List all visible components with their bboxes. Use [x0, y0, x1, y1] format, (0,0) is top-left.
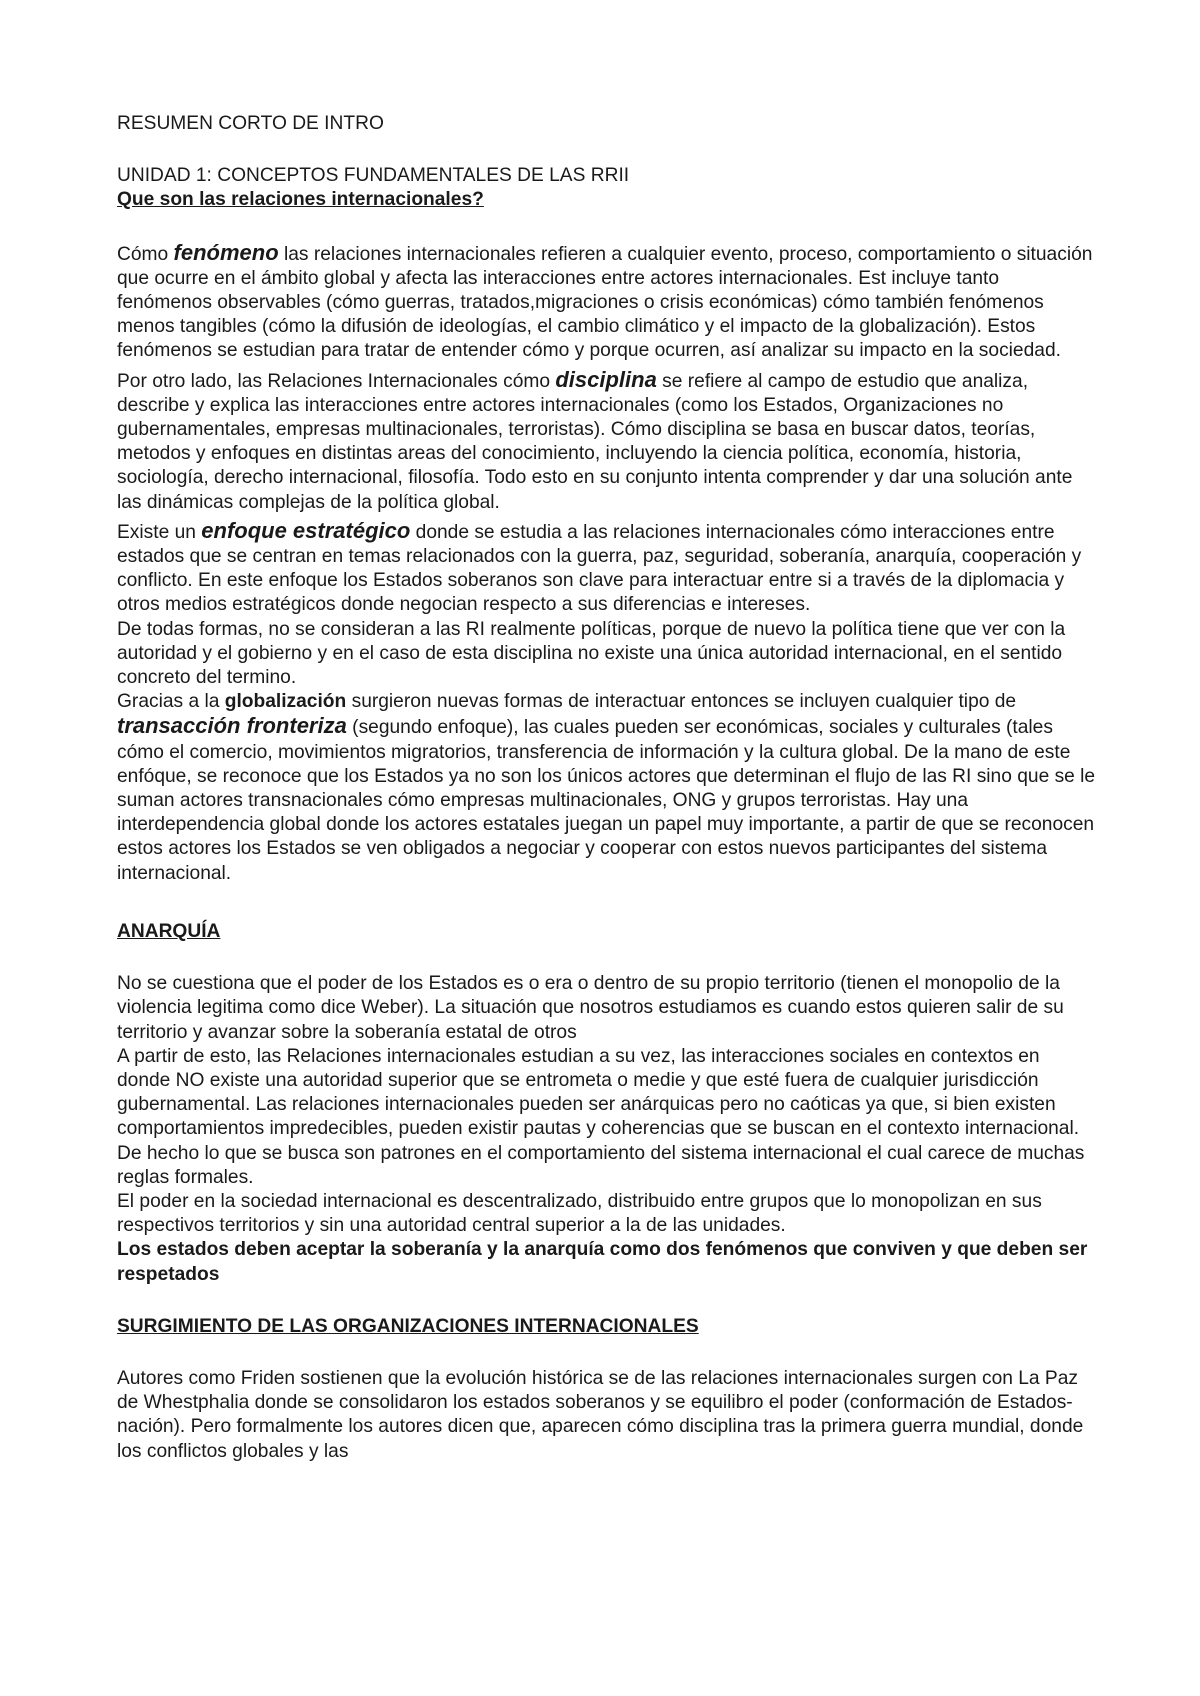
question-heading: Que son las relaciones internacionales? [117, 189, 484, 211]
document-page [117, 112, 1097, 1464]
emphasis-fenomeno: fenómeno [173, 239, 279, 265]
emphasis-transaccion-fronteriza: transacción fronteriza [117, 713, 347, 739]
paragraph-enfoque-estrategico: Existe un enfoque estratégico donde se estudia a las relaciones internacionales cómo interacciones entre estados que se centran en temas relacionados con la guerra, paz, seguridad, soberanía, anarquía, cooperación y conflicto. En este enfoque los Estados soberanos son clave para interactuar entre si a través de la diplomacia y otros medios estratégicos donde negocian respecto a sus diferencias e intereses. [117, 517, 1082, 616]
paragraph-interacciones-sociales: A partir de esto, las Relaciones internacionales estudian a su vez, las interacciones sociales en contextos en donde NO existe una autoridad superior que se entrometa o medie y que esté fuera de cualquier jurisdicción gubernamental. Las relaciones internacionales pueden ser anárquicas pero no caóticas ya que, si bien existen comportamientos impredecibles, pueden existir pautas y coherencias que se buscan en el contexto internacional. De hecho lo que se busca son patrones en el comportamiento del sistema internacional el cual carece de muchas reglas formales. [117, 1045, 1085, 1188]
paragraph-poder-descentralizado: El poder en la sociedad internacional es descentralizado, distribuido entre grupos que lo monopolizan en sus respectivos territorios y sin una autoridad central superior a la de las unidades. [117, 1190, 1042, 1237]
paragraph-friden: Autores como Friden sostienen que la evolución histórica se de las relaciones internacionales surgen con La Paz de Whestphalia donde se consolidaron los estados soberanos y se equilibro el poder (conformación de Estados- nación). Pero formalmente los autores dicen que, aparecen cómo disciplina tras la primera guerra mundial, donde los conflictos globales y las [117, 1367, 1084, 1462]
paragraph-globalizacion: Gracias a la globalización surgieron nuevas formas de interactuar entonces se incluyen cualquier tipo de transacción fronteriza (segundo enfoque), las cuales pueden ser económicas, sociales y culturales (tales cómo el comercio, movimientos migratorios, transferencia de información y la cultura global. De la mano de este enfóque, se reconoce que los Estados ya no son los únicos actores que determinan el flujo de las RI sino que se le suman actores transnacionales cómo empresas multinacionales, ONG y grupos terroristas. Hay una interdependencia global donde los actores estatales juegan un papel muy importante, a partir de que se reconocen estos actores los Estados se ven obligados a negociar y cooperar con estos nuevos participantes del sistema internacional. [117, 691, 1096, 884]
paragraph-conclusion-bold: Los estados deben aceptar la soberanía y la anarquía como dos fenómenos que conviven y que deben ser respetados [117, 1239, 1088, 1285]
document-title: RESUMEN CORTO DE INTRO [117, 113, 384, 134]
emphasis-disciplina: disciplina [555, 366, 657, 392]
emphasis-enfoque-estrategico: enfoque estratégico [201, 517, 411, 543]
section-heading-anarquia: ANARQUÍA [117, 920, 221, 942]
bold-globalizacion: globalización [224, 691, 347, 713]
paragraph-poder-estados: No se cuestiona que el poder de los Estados es o era o dentro de su propio territorio (tienen el monopolio de la violencia legitima como dice Weber). La situación que nosotros estudiamos es cuando estos quieren salir de su territorio y avanzar sobre la soberanía estatal de otros [117, 973, 1064, 1043]
paragraph-autoridad: De todas formas, no se consideran a las RI realmente políticas, porque de nuevo la política tiene que ver con la autoridad y el gobierno y en el caso de esta disciplina no existe una única autoridad internacional, en el sentido concreto del termino. [117, 618, 1066, 689]
paragraph-disciplina: Por otro lado, las Relaciones Internacionales cómo disciplina se refiere al campo de estudio que analiza, describe y explica las interacciones entre actores internacionales (como los Estados, Organizaciones no gubernamentales, empresas multinacionales, terroristas). Cómo disciplina se basa en buscar datos, teorías, metodos y enfoques en distintas areas del conocimiento, incluyendo la ciencia política, economía, historia, sociología, derecho internacional, filosofía. Todo esto en su conjunto intenta comprender y dar una solución ante las dinámicas complejas de la política global. [117, 366, 1073, 513]
unit-title: UNIDAD 1: CONCEPTOS FUNDAMENTALES DE LAS RRII [117, 165, 630, 187]
section-heading-surgimiento: SURGIMIENTO DE LAS ORGANIZACIONES INTERNACIONALES [117, 1315, 699, 1337]
paragraph-fenomeno: Cómo fenómeno las relaciones internacionales refieren a cualquier evento, proceso, comportamiento o situación que ocurre en el ámbito global y afecta las interacciones entre actores internacionales. Est incluye tanto fenómenos observables (cómo guerras, tratados,migraciones o crisis económicas) cómo también fenómenos menos tangibles (cómo la difusión de ideologías, el cambio climático y el impacto de la globalización). Estos fenómenos se estudian para tratar de entender cómo y porque ocurren, así analizar su impacto en la sociedad. [117, 239, 1093, 362]
